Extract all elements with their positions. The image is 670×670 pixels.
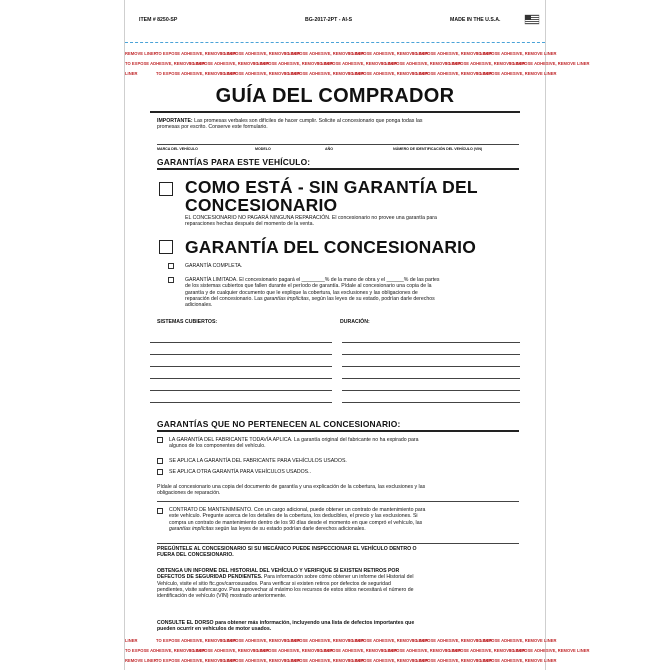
vin-label: NÚMERO DE IDENTIFICACIÓN DEL VEHÍCULO (VIN) bbox=[393, 147, 483, 151]
warranty-copy-request: Pídale al concesionario una copia del documento de garantía y una explicación de la cobertura, las exclusiones y las obligaciones de reparación. bbox=[157, 484, 426, 497]
duration-label: DURACIÓN: bbox=[340, 319, 370, 325]
service-rule-bottom bbox=[157, 543, 519, 544]
make-label: MARCA DEL VEHÍCULO bbox=[157, 147, 198, 151]
full-warranty-label: GARANTÍA COMPLETA. bbox=[185, 263, 243, 269]
non-dealer-rule bbox=[157, 430, 519, 432]
as-is-description: EL CONCESIONARIO NO PAGARÁ NINGUNA REPARACIÓN. El concesionario no provee una garantía para reparaciones hechas después del momento de la venta. bbox=[185, 215, 437, 228]
used-vehicle-warranty-checkbox[interactable] bbox=[157, 458, 163, 464]
used-vehicle-warranty-text: SE APLICA LA GARANTÍA DEL FABRICANTE PARA VEHÍCULOS USADOS. bbox=[169, 458, 347, 464]
model-label: MODELO bbox=[255, 147, 271, 151]
manufacturer-warranty-checkbox[interactable] bbox=[157, 437, 163, 443]
manufacturer-warranty-text: LA GARANTÍA DEL FABRICANTE TODAVÍA APLICA. La garantía original del fabricante no ha expirado para algunos de los componentes del vehículo. bbox=[169, 437, 419, 450]
perforation-top bbox=[125, 42, 545, 43]
warranties-rule bbox=[157, 168, 519, 170]
form-code: BG-2017-2PT - AI-S bbox=[305, 17, 353, 23]
non-dealer-heading: GARANTÍAS QUE NO PERTENECEN AL CONCESIONARIO: bbox=[157, 419, 401, 429]
liner-row-1: REMOVE LINERTO EXPOSE ADHESIVE, REMOVE LINERTO EXPOSE ADHESIVE, REMOVE LINERTO EXPOSE ADHESIVE, REMOVE LINERTO EXPOSE ADHESIVE, REMOVE LINERTO EXPOSE ADHESIVE, REMOVE LINERTO EXPOSE ADHESIVE, REMOVE LINER bbox=[125, 51, 557, 56]
limited-warranty-checkbox[interactable] bbox=[168, 277, 174, 283]
important-notice: IMPORTANTE: Las promesas verbales son difíciles de hacer cumplir. Solicite al concesionario que ponga todas las promesas por escrito. Conserve este formulario. bbox=[157, 118, 423, 131]
other-warranty-text: SE APLICA OTRA GARANTÍA PARA VEHÍCULOS USADOS.. bbox=[169, 469, 312, 475]
warranties-heading: GARANTÍAS PARA ESTE VEHÍCULO: bbox=[157, 157, 311, 167]
item-number: ITEM # 8250-SP bbox=[139, 17, 178, 23]
service-contract-checkbox[interactable] bbox=[157, 508, 163, 514]
liner-row-bottom-2: TO EXPOSE ADHESIVE, REMOVE LINERTO EXPOSE ADHESIVE, REMOVE LINERTO EXPOSE ADHESIVE, REMOVE LINERTO EXPOSE ADHESIVE, REMOVE LINERTO EXPOSE ADHESIVE, REMOVE LINERTO EXPOSE ADHESIVE, REMOVE LINERTO EXPOSE ADHESIVE, REMOVE LINER bbox=[125, 648, 590, 653]
buyers-guide-sheet bbox=[124, 0, 590, 670]
as-is-title: COMO ESTÁ - SIN GARANTÍA DEL CONCESIONARIO bbox=[185, 177, 478, 215]
liner-row-bottom-1: LINER TO EXPOSE ADHESIVE, REMOVE LINERTO EXPOSE ADHESIVE, REMOVE LINERTO EXPOSE ADHESIVE, REMOVE LINERTO EXPOSE ADHESIVE, REMOVE LINERTO EXPOSE ADHESIVE, REMOVE LINERTO EXPOSE ADHESIVE, REMOVE LINER bbox=[125, 638, 557, 643]
made-in-usa: MADE IN THE U.S.A. bbox=[450, 17, 501, 23]
consult-back-notice: CONSULTE EL DORSO para obtener más información, incluyendo una lista de defectos importantes que pueden ocurrir en vehículos de motor usados. bbox=[157, 620, 415, 633]
us-flag-icon bbox=[525, 15, 539, 24]
systems-covered-label: SISTEMAS CUBIERTOS: bbox=[157, 319, 218, 325]
title-rule bbox=[150, 111, 520, 113]
liner-row-bottom-3: REMOVE LINERTO EXPOSE ADHESIVE, REMOVE LINERTO EXPOSE ADHESIVE, REMOVE LINERTO EXPOSE ADHESIVE, REMOVE LINERTO EXPOSE ADHESIVE, REMOVE LINERTO EXPOSE ADHESIVE, REMOVE LINERTO EXPOSE ADHESIVE, REMOVE LINER bbox=[125, 658, 557, 663]
full-warranty-checkbox[interactable] bbox=[168, 263, 174, 269]
service-contract-text: CONTRATO DE MANTENIMIENTO. Con un cargo adicional, puede obtener un contrato de mantenimiento para este vehículo. Pregunte acerca de los detalles de la cobertura, los deducibles, el precio y las exclusiones. Si compra un contrato de mantenimiento dentro de los 90 días desde el momento en que compró el vehículo, las garantías implícitas según las leyes de su estado podrían darle derechos adicionales. bbox=[169, 507, 426, 532]
dealer-warranty-title: GARANTÍA DEL CONCESIONARIO bbox=[185, 237, 477, 257]
as-is-checkbox[interactable] bbox=[159, 182, 173, 196]
liner-row-2: TO EXPOSE ADHESIVE, REMOVE LINERTO EXPOSE ADHESIVE, REMOVE LINERTO EXPOSE ADHESIVE, REMOVE LINERTO EXPOSE ADHESIVE, REMOVE LINERTO EXPOSE ADHESIVE, REMOVE LINERTO EXPOSE ADHESIVE, REMOVE LINERTO EXPOSE ADHESIVE, REMOVE LINER bbox=[125, 61, 590, 66]
history-report-notice: OBTENGA UN INFORME DEL HISTORIAL DEL VEHÍCULO Y VERIFIQUE SI EXISTEN RETIROS POR DEFECTOS DE SEGURIDAD PENDIENTES. Para información sobre cómo obtener un informe del Historial del Vehículo, visite el sitio ftc.gov/carrosusados. Para verificar si existen retiros por defectos de seguridad pendientes, visite safercar.gov. Para aprovechar al máximo los recursos de estos sitios necesitará el número de identificación de vehículo (VIN) mostrado anteriormente. bbox=[157, 568, 414, 600]
other-warranty-checkbox[interactable] bbox=[157, 469, 163, 475]
limited-warranty-text: GARANTÍA LIMITADA. El concesionario pagará el ________% de la mano de obra y el ______% de las partes de los sistemas cubiertos que fallen durante el período de garantía. Pídale al concesionario una copia de la garantía y de cualquier documento que le explique la cobertura, las exclusiones y las obligaciones de reparación del concesionario. Las garantías implícitas, según las leyes de su estado, podrían darle derechos adicionales. bbox=[185, 277, 440, 309]
page-title: GUÍA DEL COMPRADOR bbox=[215, 85, 455, 107]
liner-row-3: LINER TO EXPOSE ADHESIVE, REMOVE LINERTO EXPOSE ADHESIVE, REMOVE LINERTO EXPOSE ADHESIVE, REMOVE LINERTO EXPOSE ADHESIVE, REMOVE LINERTO EXPOSE ADHESIVE, REMOVE LINERTO EXPOSE ADHESIVE, REMOVE LINER bbox=[125, 71, 557, 76]
inspect-notice: PREGÚNTELE AL CONCESIONARIO SI SU MECÁNICO PUEDE INSPECCIONAR EL VEHÍCULO DENTRO O FUERA DEL CONCESIONARIO. bbox=[157, 546, 417, 559]
year-label: AÑO bbox=[325, 147, 333, 151]
dealer-warranty-checkbox[interactable] bbox=[159, 240, 173, 254]
vehicle-fields-line bbox=[157, 144, 519, 145]
service-rule-top bbox=[157, 501, 519, 502]
